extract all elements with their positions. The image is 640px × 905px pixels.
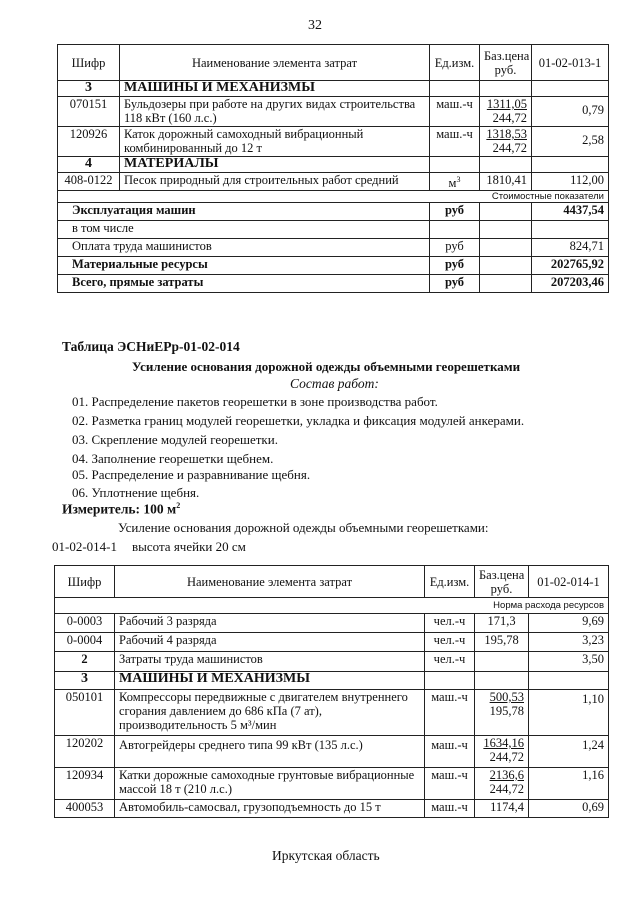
summary-unit: руб [430,203,480,221]
row-price: 1174,4 [475,800,529,818]
work-item: 02. Разметка границ модулей георешетки, укладка и фиксация модулей анкерами. [72,413,525,428]
summary-label: Оплата труда машинистов [58,239,430,257]
section-title: МАШИНЫ И МЕХАНИЗМЫ [115,672,425,690]
section-title: МАШИНЫ И МЕХАНИЗМЫ [120,81,430,97]
table-subtitle: Усиление основания дорожной одежды объемными георешетками [132,359,521,374]
row-code: 050101 [55,690,115,736]
summary-label: Материальные ресурсы [58,257,430,275]
row-value: 0,79 [532,97,609,127]
summary-row [58,275,609,293]
row-value: 2,58 [532,127,609,157]
caption-row [58,191,609,203]
row-code: 120202 [55,736,115,768]
row-name: Бульдозеры при работе на других видах строительства 118 кВт (160 л.с.) [120,97,430,127]
summary-label: Эксплуатация машин [58,203,430,221]
resource-table-2 [54,565,609,818]
price-labor: 244,72 [489,782,524,796]
table-row [58,127,609,157]
row-price: 171,3 [475,614,529,633]
price-labor: 195,78 [489,704,524,718]
section-number: 3 [58,81,120,97]
work-item: 01. Распределение пакетов георешетки в зоне производства работ. [72,394,438,409]
summary-value: 824,71 [532,239,609,257]
price-main: 2136,6 [489,768,524,782]
row-code: 400053 [55,800,115,818]
table-row [58,173,609,191]
summary-row [58,203,609,221]
summary-unit: руб [430,257,480,275]
col-name: Наименование элемента затрат [115,566,425,598]
row-value: 1,16 [529,768,609,800]
row-code: 120926 [58,127,120,157]
table-header [58,45,609,81]
row-name: Затраты труда машинистов [115,652,425,672]
measure-unit: Измеритель: 100 $м^2$ [62,501,181,517]
section-row [58,81,609,97]
summary-row [58,221,609,239]
row-unit: чел.-ч [425,633,475,652]
summary-unit: руб [430,239,480,257]
col-code: Шифр [55,566,115,598]
section-title: МАТЕРИАЛЫ [120,157,430,173]
resource-table-1 [57,44,609,293]
row-price [480,97,532,127]
description-line: Усиление основания дорожной одежды объемными георешетками: [118,520,489,535]
col-unit: Ед.изм. [425,566,475,598]
col-base-price: Баз.цена руб. [480,45,532,81]
row-unit: маш.-ч [425,690,475,736]
row-code: 2 [55,652,115,672]
row-price [480,127,532,157]
row-value: 0,69 [529,800,609,818]
price-main: 1311,05 [486,97,527,111]
price-main: 500,53 [489,690,524,704]
row-value: 1,10 [529,690,609,736]
summary-row [58,239,609,257]
summary-value: 202765,92 [532,257,609,275]
row-price [475,736,529,768]
row-unit: маш.-ч [430,127,480,157]
row-price: 1810,41 [480,173,532,191]
section-number: 4 [58,157,120,173]
row-name: Рабочий 4 разряда [115,633,425,652]
table-row [55,633,609,652]
col-base-price: Баз.цена руб. [475,566,529,598]
table-row [55,768,609,800]
row-unit: $м^3$ [430,173,480,191]
row-unit: чел.-ч [425,614,475,633]
section-row [58,157,609,173]
row-name: Песок природный для строительных работ средний [120,173,430,191]
price-labor: 244,72 [492,111,527,125]
table-row [55,614,609,633]
row-name: Катки дорожные самоходные грунтовые вибрационные массой 18 т (210 л.с.) [115,768,425,800]
price-labor: 244,72 [489,750,524,764]
work-item: 03. Скрепление модулей георешетки. [72,432,278,447]
row-code: 070151 [58,97,120,127]
row-code: 120934 [55,768,115,800]
table-row [55,800,609,818]
cost-caption: Стоимостные показатели [58,191,609,203]
row-unit: чел.-ч [425,652,475,672]
summary-value: 4437,54 [532,203,609,221]
page-number: 32 [308,18,322,33]
work-item: 05. Распределение и разравнивание щебня. [72,467,311,482]
summary-unit: руб [430,275,480,293]
table-row [55,736,609,768]
summary-label: Всего, прямые затраты [58,275,430,293]
row-price [475,768,529,800]
price-main: 1318,53 [486,127,527,141]
caption-row [55,598,609,614]
row-price: 195,78 [475,633,529,652]
col-code: Шифр [58,45,120,81]
col-name: Наименование элемента затрат [120,45,430,81]
summary-label: в том числе [58,221,430,239]
row-price [475,690,529,736]
row-value: 3,23 [529,633,609,652]
row-value: 9,69 [529,614,609,633]
table-row [58,97,609,127]
description-code: 01-02-014-1 [52,539,117,554]
table-heading: Таблица ЭСНиЕРр-01-02-014 [62,339,240,354]
row-name: Автогрейдеры среднего типа 99 кВт (135 л.с.) [115,736,425,768]
row-code: 0-0004 [55,633,115,652]
row-code: 408-0122 [58,173,120,191]
section-row [55,672,609,690]
col-norm: 01-02-013-1 [532,45,609,81]
work-title: Состав работ: [290,376,379,391]
summary-row [58,257,609,275]
row-name: Рабочий 3 разряда [115,614,425,633]
col-unit: Ед.изм. [430,45,480,81]
price-labor: 244,72 [492,141,527,155]
row-name: Каток дорожный самоходный вибрационный комбинированный до 12 т [120,127,430,157]
price-main: 1634,16 [483,736,524,750]
row-code: 0-0003 [55,614,115,633]
row-unit: маш.-ч [430,97,480,127]
summary-value: 207203,46 [532,275,609,293]
table-row [55,652,609,672]
work-item: 04. Заполнение георешетки щебнем. [72,451,274,466]
footer-region: Иркутская область [272,848,380,863]
work-item: 06. Уплотнение щебня. [72,485,200,500]
row-value: 112,00 [532,173,609,191]
row-value: 3,50 [529,652,609,672]
row-name: Компрессоры передвижные с двигателем внутреннего сгорания давлением до 686 кПа (7 ат), производительность 5 м³/мин [115,690,425,736]
section-number: 3 [55,672,115,690]
row-unit: маш.-ч [425,800,475,818]
row-unit: маш.-ч [425,736,475,768]
table-header [55,566,609,598]
row-value: 1,24 [529,736,609,768]
col-norm: 01-02-014-1 [529,566,609,598]
description-detail: высота ячейки 20 см [132,539,246,554]
row-unit: маш.-ч [425,768,475,800]
norm-caption: Норма расхода ресурсов [55,598,609,614]
row-name: Автомобиль-самосвал, грузоподъемность до 15 т [115,800,425,818]
table-row [55,690,609,736]
